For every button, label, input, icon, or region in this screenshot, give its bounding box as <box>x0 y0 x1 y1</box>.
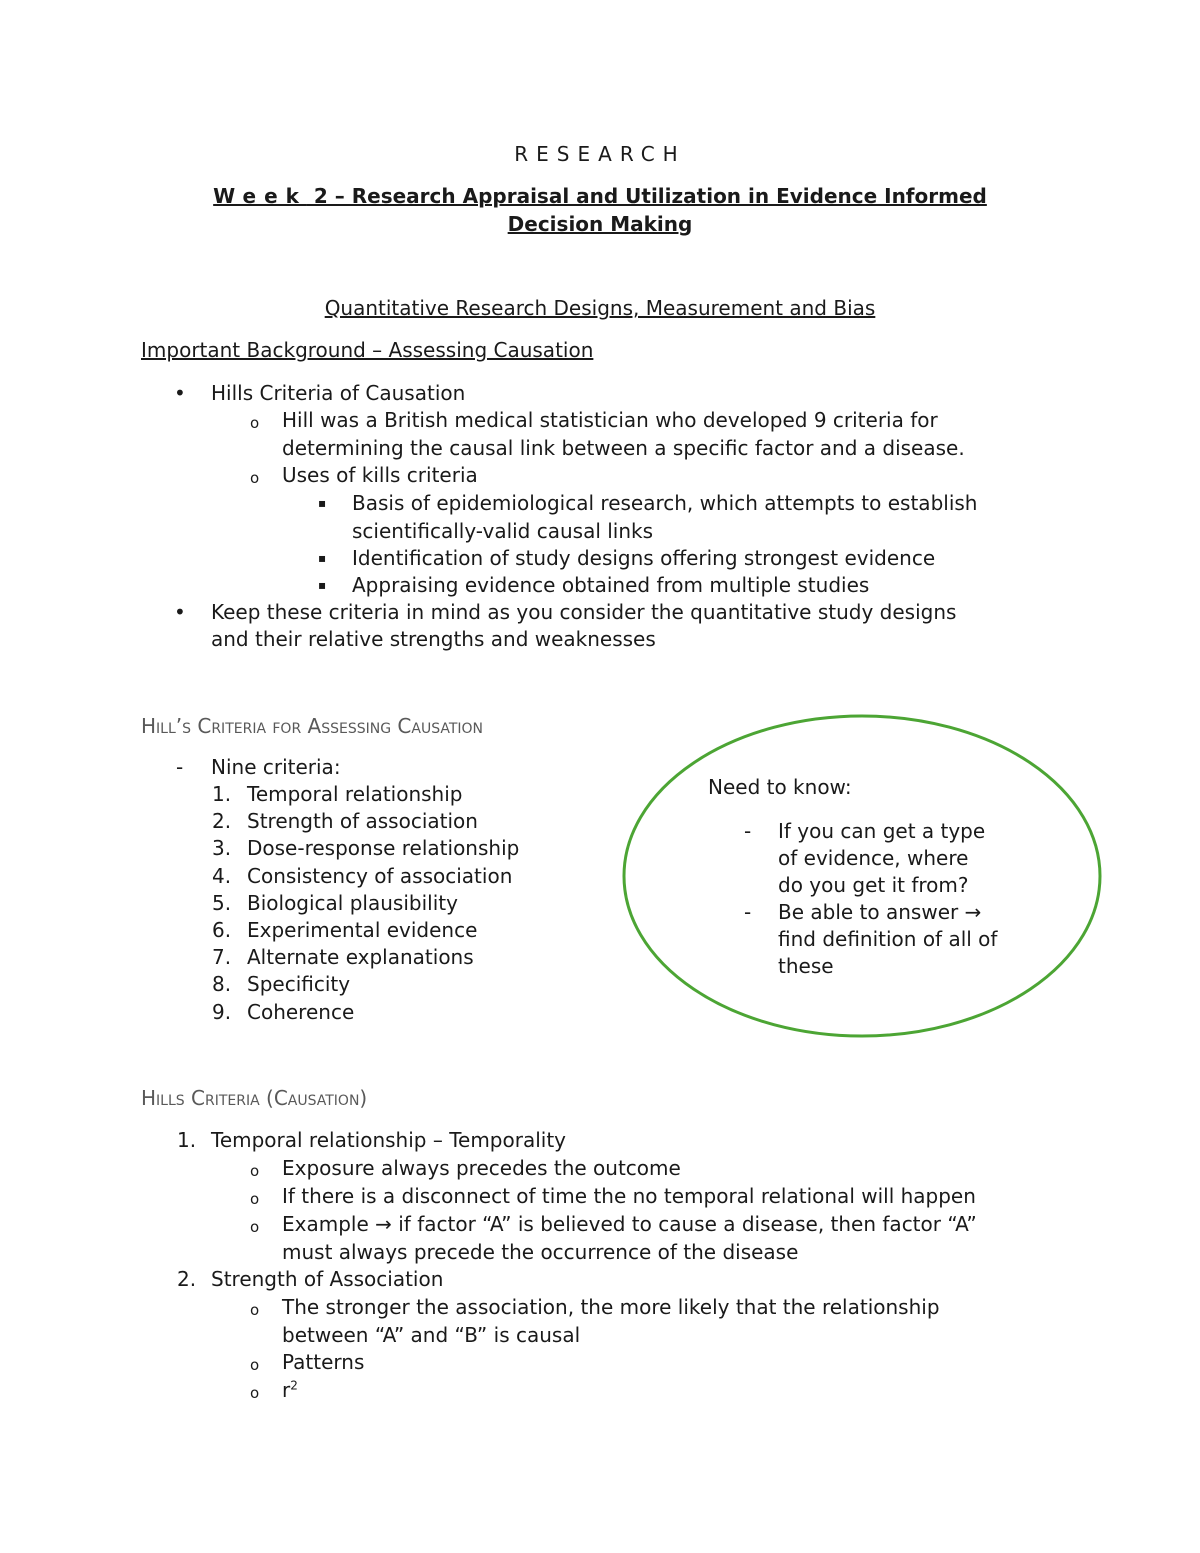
criteria-number: 5. <box>212 891 232 915</box>
dash-marker: - <box>744 819 752 843</box>
superscript: 2 <box>290 1378 298 1393</box>
list-item: Hill was a British medical statistician who developed 9 criteria for <box>282 408 938 432</box>
criteria-number: 6. <box>212 918 232 942</box>
circle-marker: o <box>250 1384 260 1402</box>
criteria-item: Strength of association <box>247 809 478 833</box>
list-item: determining the causal link between a specific factor and a disease. <box>282 436 965 460</box>
need-to-know-note <box>620 712 1106 1042</box>
list-item: The stronger the association, the more likely that the relationship <box>282 1295 940 1319</box>
circle-marker: o <box>250 1218 260 1236</box>
criteria-item: Experimental evidence <box>247 918 478 942</box>
note-line: these <box>778 954 834 978</box>
dash-marker: - <box>744 900 752 924</box>
document-subtitle <box>150 182 1050 238</box>
background-heading: Important Background – Assessing Causation <box>141 338 594 362</box>
circle-marker: o <box>250 414 260 432</box>
circle-marker: o <box>250 469 260 487</box>
square-marker: ▪ <box>318 578 327 592</box>
list-item: between “A” and “B” is causal <box>282 1323 581 1347</box>
number-marker: 2. <box>177 1267 197 1291</box>
list-item: Exposure always precedes the outcome <box>282 1156 681 1180</box>
criteria-item: Consistency of association <box>247 864 513 888</box>
criteria-number: 4. <box>212 864 232 888</box>
r-symbol: r <box>282 1378 291 1402</box>
criteria-item: Dose-response relationship <box>247 836 520 860</box>
number-marker: 1. <box>177 1128 197 1152</box>
subtitle-rest: 2 – Research Appraisal and Utilization in Evidence Informed <box>306 184 987 208</box>
list-item: Keep these criteria in mind as you consider the quantitative study designs <box>211 600 957 624</box>
list-item: must always precede the occurrence of the disease <box>282 1240 799 1264</box>
criteria-number: 3. <box>212 836 232 860</box>
criteria-number: 8. <box>212 972 232 996</box>
list-item: If there is a disconnect of time the no temporal relational will happen <box>282 1184 976 1208</box>
criteria-item: Coherence <box>247 1000 355 1024</box>
circle-marker: o <box>250 1190 260 1208</box>
note-line: find definition of all of <box>778 927 998 951</box>
note-heading: Need to know: <box>708 775 852 799</box>
criteria-item: Specificity <box>247 972 351 996</box>
criteria-number: 7. <box>212 945 232 969</box>
note-line: Be able to answer → <box>778 900 982 924</box>
list-item: and their relative strengths and weaknesses <box>211 627 656 651</box>
hills-causation-heading: Hills Criteria (Causation) <box>141 1086 368 1110</box>
section-heading-main: Quantitative Research Designs, Measurement and Bias <box>324 296 876 320</box>
dash-marker: - <box>176 755 184 779</box>
list-item: Hills Criteria of Causation <box>211 381 466 405</box>
list-item: Identification of study designs offering strongest evidence <box>352 546 936 570</box>
criteria-item: Temporal relationship <box>247 782 463 806</box>
list-item: Uses of kills criteria <box>282 463 478 487</box>
list-item: Temporal relationship – Temporality <box>211 1128 567 1152</box>
note-line: of evidence, where <box>778 846 969 870</box>
square-marker: ▪ <box>318 496 327 510</box>
circle-marker: o <box>250 1162 260 1180</box>
list-item: Basis of epidemiological research, which attempts to establish <box>352 491 978 515</box>
criteria-item: Alternate explanations <box>247 945 474 969</box>
list-item: scientifically-valid causal links <box>352 519 654 543</box>
note-line: do you get it from? <box>778 873 969 897</box>
circle-marker: o <box>250 1301 260 1319</box>
criteria-item: Biological plausibility <box>247 891 458 915</box>
list-item: Appraising evidence obtained from multiple studies <box>352 573 870 597</box>
criteria-number: 9. <box>212 1000 232 1024</box>
list-item: Strength of Association <box>211 1267 444 1291</box>
subtitle-week: Week <box>213 184 307 208</box>
bullet-marker: • <box>174 600 186 624</box>
note-line: If you can get a type <box>778 819 986 843</box>
criteria-number: 2. <box>212 809 232 833</box>
document-title: RESEARCH <box>514 142 686 166</box>
list-item: Patterns <box>282 1350 365 1374</box>
subtitle-line2: Decision Making <box>507 212 693 236</box>
square-marker: ▪ <box>318 551 327 565</box>
criteria-number: 1. <box>212 782 232 806</box>
criteria-intro: Nine criteria: <box>211 755 341 779</box>
bullet-marker: • <box>174 381 186 405</box>
list-item: Example → if factor “A” is believed to cause a disease, then factor “A” <box>282 1212 977 1236</box>
hills-assessing-heading: Hill’s Criteria for Assessing Causation <box>141 714 484 738</box>
list-item <box>282 1378 298 1402</box>
circle-marker: o <box>250 1356 260 1374</box>
